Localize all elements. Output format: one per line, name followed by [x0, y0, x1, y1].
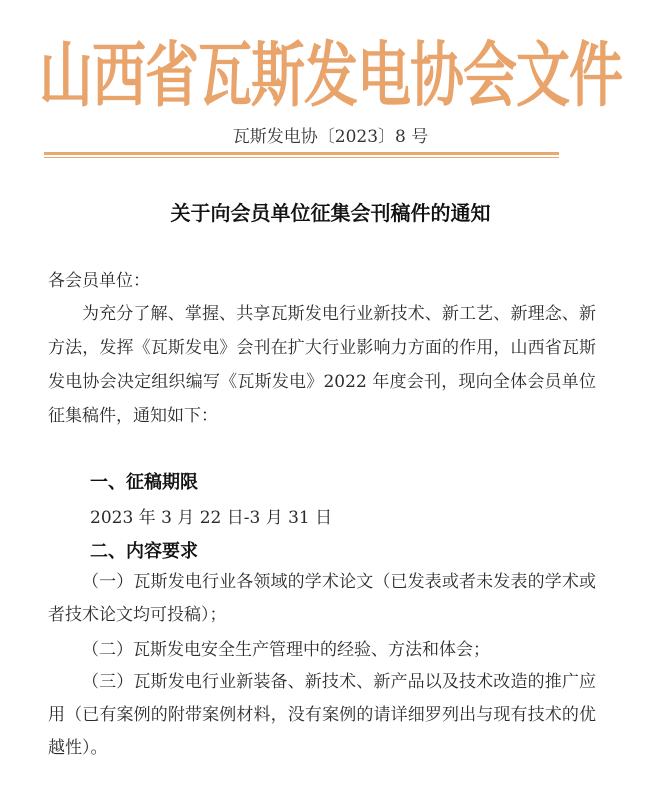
salutation: 各会员单位：: [48, 271, 150, 291]
notice-title: 关于向会员单位征集会刊稿件的通知: [170, 201, 491, 225]
content-item: （三）瓦斯发电行业新装备、新技术、新产品以及技术改造的推广应用（已有案例的附带案例材料，没有案例的请详细罗列出与现有技术的优越性）。: [48, 672, 596, 758]
document-header-title: 山西省瓦斯发电协会文件: [39, 33, 622, 117]
document-number: 瓦斯发电协〔2023〕8 号: [232, 127, 429, 147]
header-divider-thick: [44, 152, 559, 155]
deadline-date: 2023 年 3 月 22 日-3 月 31 日: [90, 508, 333, 528]
section-heading-content: 二、内容要求: [90, 541, 198, 562]
intro-paragraph: 为充分了解、掌握、共享瓦斯发电行业新技术、新工艺、新理念、新方法，发挥《瓦斯发电》会刊在扩大行业影响力方面的作用，山西省瓦斯发电协会决定组织编写《瓦斯发电》2022 年度会刊，现向全体会员单位征集稿件，通知如下：: [48, 304, 596, 426]
content-item: （二）瓦斯发电安全生产管理中的经验、方法和体会；: [82, 640, 490, 660]
content-item: （一）瓦斯发电行业各领域的学术论文（已发表或者未发表的学术或者技术论文均可投稿）；: [48, 572, 596, 625]
header-divider-thin: [44, 157, 559, 158]
section-heading-deadline: 一、征稿期限: [90, 472, 198, 493]
